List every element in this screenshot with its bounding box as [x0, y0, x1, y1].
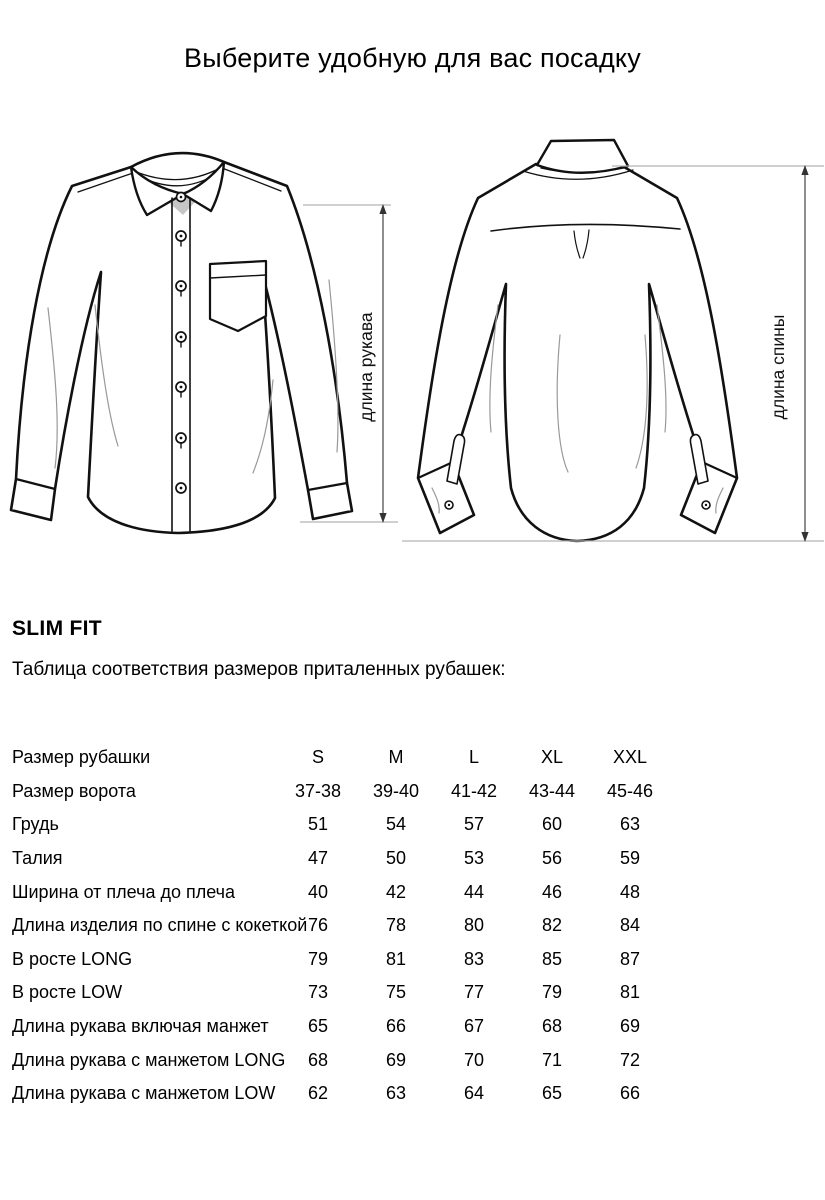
front-pocket — [210, 261, 266, 331]
table-row — [12, 775, 672, 809]
row-label: В росте LONG — [12, 948, 133, 969]
row-value: 54 — [385, 814, 407, 835]
table-row — [12, 842, 672, 876]
row-label: В росте LOW — [12, 982, 123, 1003]
row-value: 66 — [385, 1016, 407, 1037]
size-table — [12, 741, 672, 1111]
row-value: 66 — [619, 1083, 641, 1104]
fit-subheading: Таблица соответствия размеров приталенных рубашек: — [12, 659, 506, 680]
row-value: 69 — [619, 1016, 641, 1037]
row-value: 85 — [541, 948, 563, 969]
row-value: 51 — [307, 814, 329, 835]
row-value: 71 — [541, 1049, 563, 1070]
row-value: 79 — [541, 982, 563, 1003]
row-value: 41-42 — [450, 780, 498, 801]
row-value: 79 — [307, 948, 329, 969]
table-row — [12, 909, 672, 943]
back-collar — [537, 140, 628, 173]
row-value: 76 — [307, 915, 329, 936]
row-value: 72 — [619, 1049, 641, 1070]
table-row — [12, 976, 672, 1010]
row-value: 64 — [463, 1083, 485, 1104]
row-value: L — [468, 747, 479, 768]
row-value: S — [311, 747, 324, 768]
row-value: 48 — [619, 881, 641, 902]
row-value: 69 — [385, 1049, 407, 1070]
row-value: 78 — [385, 915, 407, 936]
row-value: 44 — [463, 881, 485, 902]
shirt-front-drawing — [11, 153, 352, 533]
row-label: Размер ворота — [12, 780, 136, 801]
row-value: 84 — [619, 915, 641, 936]
row-label: Размер рубашки — [12, 747, 151, 768]
row-value: M — [388, 747, 404, 768]
row-value: 40 — [307, 881, 329, 902]
row-value: 68 — [541, 1016, 563, 1037]
row-value: 80 — [463, 915, 485, 936]
row-value: 75 — [385, 982, 407, 1003]
table-row — [12, 808, 672, 842]
row-value: 39-40 — [372, 780, 420, 801]
row-value: 50 — [385, 848, 407, 869]
row-label: Талия — [12, 848, 63, 869]
row-value: 83 — [463, 948, 485, 969]
table-row — [12, 741, 672, 775]
row-label: Длина рукава с манжетом LONG — [12, 1049, 286, 1070]
row-value: 62 — [307, 1083, 329, 1104]
table-row — [12, 943, 672, 977]
row-value: 53 — [463, 848, 485, 869]
row-value: 63 — [619, 814, 641, 835]
sleeve-length-label: длина рукава — [356, 312, 376, 422]
row-value: 37-38 — [294, 780, 342, 801]
row-value: 42 — [385, 881, 407, 902]
row-value: 56 — [541, 848, 563, 869]
row-label: Длина изделия по спине с кокеткой — [12, 915, 308, 936]
row-value: 47 — [307, 848, 329, 869]
page-title: Выберите удобную для вас посадку — [184, 43, 641, 73]
row-value: 46 — [541, 881, 563, 902]
row-value: 77 — [463, 982, 485, 1003]
row-value: 73 — [307, 982, 329, 1003]
row-value: 65 — [307, 1016, 329, 1037]
row-label: Грудь — [12, 814, 59, 835]
back-length-label: длина спины — [768, 314, 788, 420]
row-value: 43-44 — [528, 780, 576, 801]
row-label: Длина рукава с манжетом LOW — [12, 1083, 276, 1104]
back-body-outline — [418, 164, 737, 541]
row-label: Ширина от плеча до плеча — [12, 881, 236, 902]
row-value: 70 — [463, 1049, 485, 1070]
shirt-back-drawing — [418, 140, 737, 541]
row-label: Длина рукава включая манжет — [12, 1016, 269, 1037]
row-value: XL — [540, 747, 564, 768]
row-value: 59 — [619, 848, 641, 869]
row-value: XXL — [612, 747, 648, 768]
table-row — [12, 1043, 672, 1077]
table-row — [12, 875, 672, 909]
table-row — [12, 1077, 672, 1111]
fit-heading: SLIM FIT — [12, 617, 102, 640]
row-value: 65 — [541, 1083, 563, 1104]
row-value: 81 — [619, 982, 641, 1003]
row-value: 82 — [541, 915, 563, 936]
row-value: 67 — [463, 1016, 485, 1037]
row-value: 87 — [619, 948, 641, 969]
row-value: 45-46 — [606, 780, 654, 801]
row-value: 60 — [541, 814, 563, 835]
row-value: 81 — [385, 948, 407, 969]
row-value: 68 — [307, 1049, 329, 1070]
row-value: 57 — [463, 814, 485, 835]
row-value: 63 — [385, 1083, 407, 1104]
table-row — [12, 1010, 672, 1044]
